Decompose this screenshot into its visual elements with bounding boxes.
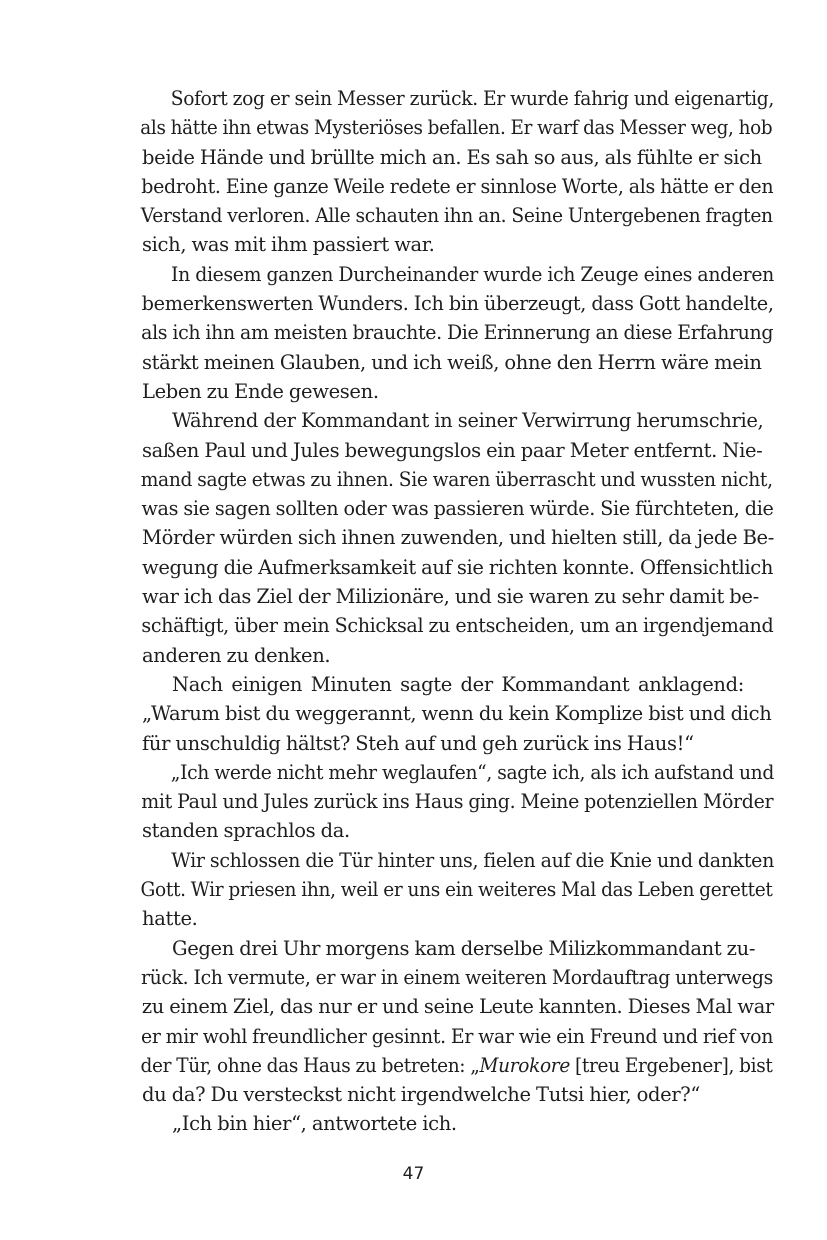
text-line: du da? Du versteckst nicht irgendwelche Tutsi hier, oder?“ xyxy=(142,1083,701,1107)
text-line: Gegen drei Uhr morgens kam derselbe Milizkommandant zu- xyxy=(172,936,756,960)
text-line: wegung die Aufmerksamkeit auf sie richten konnte. Offensichtlich xyxy=(142,555,774,579)
text-line: Mörder würden sich ihnen zuwenden, und hielten still, da jede Be- xyxy=(141,526,774,550)
paragraph-6 xyxy=(112,846,774,934)
text-segment: [treu Ergebener], bist xyxy=(569,1053,773,1077)
text-line: saßen Paul und Jules bewegungslos ein paar Meter entfernt. Nie- xyxy=(142,438,763,462)
text-line: als ich ihn am meisten brauchte. Die Erinnerung an diese Erfahrung xyxy=(141,321,774,345)
text-line: „Ich werde nicht mehr weglaufen“, sagte ich, als ich aufstand und xyxy=(170,760,774,784)
paragraph-2 xyxy=(112,260,774,406)
text-line: als hätte ihn etwas Mysteriöses befallen. Er warf das Messer weg, hob xyxy=(140,116,773,140)
paragraph-7 xyxy=(112,934,774,1110)
paragraph-8 xyxy=(112,1109,744,1138)
text-line: sich, was mit ihm passiert war. xyxy=(142,233,435,257)
text-line: „Warum bist du weggerannt, wenn du kein Komplize bist und dich xyxy=(142,702,772,726)
paragraph-5 xyxy=(112,758,774,846)
italic-term: Murokore xyxy=(479,1053,570,1077)
text-line: war ich das Ziel der Milizionäre, und sie waren zu sehr damit be- xyxy=(142,585,759,609)
text-line: „Ich bin hier“, antwortete ich. xyxy=(172,1112,457,1136)
text-segment: der Tür, ohne das Haus zu betreten: „ xyxy=(140,1053,480,1077)
text-line: hatte. xyxy=(142,907,198,931)
text-line: beide Hände und brüllte mich an. Es sah so aus, als fühlte er sich xyxy=(142,145,762,169)
text-line: zu einem Ziel, das nur er und seine Leute kannten. Dieses Mal war xyxy=(141,995,774,1019)
text-line-with-italic xyxy=(112,1051,773,1080)
text-line: standen sprachlos da. xyxy=(142,819,350,843)
text-line: mit Paul und Jules zurück ins Haus ging. Meine potenziellen Mörder xyxy=(141,790,774,814)
text-line: Leben zu Ende gewesen. xyxy=(142,379,379,403)
text-line: stärkt meinen Glauben, und ich weiß, ohne den Herrn wäre mein xyxy=(142,350,762,374)
text-line: was sie sagen sollten oder was passieren würde. Sie fürchteten, die xyxy=(141,497,774,521)
text-line: schäftigt, über mein Schicksal zu entscheiden, um an irgendjemand xyxy=(141,614,774,638)
text-line: mand sagte etwas zu ihnen. Sie waren überrascht und wussten nicht, xyxy=(140,467,773,491)
text-line: In diesem ganzen Durcheinander wurde ich Zeuge eines anderen xyxy=(171,262,774,286)
paragraph-4 xyxy=(112,670,772,758)
text-line: Wir schlossen die Tür hinter uns, fielen auf die Knie und dankten xyxy=(171,848,774,872)
text-line: er mir wohl freundlicher gesinnt. Er war wie ein Freund und rief von xyxy=(140,1024,773,1048)
text-line: Verstand verloren. Alle schauten ihn an. Seine Untergebenen fragten xyxy=(140,204,773,228)
text-line: anderen zu denken. xyxy=(142,643,331,667)
text-line: Sofort zog er sein Messer zurück. Er wurde fahrig und eigenartig, xyxy=(170,87,774,110)
paragraph-1 xyxy=(112,84,774,260)
text-line: Gott. Wir priesen ihn, weil er uns ein weiteres Mal das Leben gerettet xyxy=(140,878,773,902)
text-line: Während der Kommandant in seiner Verwirrung herumschrie, xyxy=(172,409,764,433)
page-number: 47 xyxy=(402,1164,425,1184)
text-line: für unschuldig hältst? Steh auf und geh zurück ins Haus!“ xyxy=(142,731,694,755)
paragraph-3 xyxy=(112,406,774,670)
text-line: bedroht. Eine ganze Weile redete er sinnlose Worte, als hätte er den xyxy=(141,174,774,198)
text-line: rück. Ich vermute, er war in einem weiteren Mordauftrag unterwegs xyxy=(140,965,773,989)
text-line: Nach einigen Minuten sagte der Kommandant anklagend: xyxy=(172,672,744,696)
text-line: bemerkenswerten Wunders. Ich bin überzeugt, dass Gott handelte, xyxy=(141,292,774,316)
body-text xyxy=(112,84,774,1139)
